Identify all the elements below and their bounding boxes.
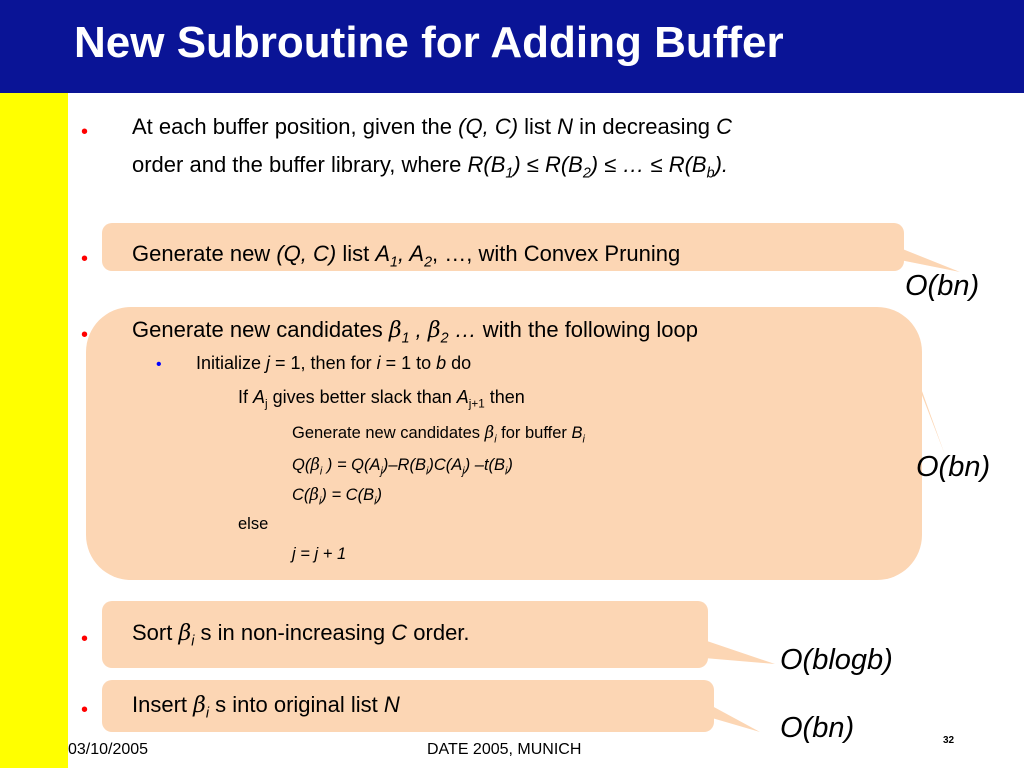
bullet-5: Insert $\beta_i$ s into original list N: [132, 692, 400, 722]
generate-line: Generate new candidates $\beta_i$ for buffer $B_i$: [292, 423, 585, 446]
bullet-1-line-1: At each buffer position, given the (Q, C) list N in decreasing C: [132, 114, 733, 139]
bullet-3: Generate new candidates $\beta_1$ , $\beta_2$ … with the following loop: [132, 317, 699, 347]
bullet-1-line-2: order and the buffer library, where $R(B_1) \le R(B_2)$ ≤ … ≤ $R(B_b)$.: [132, 152, 729, 182]
slide-title: New Subroutine for Adding Buffer: [74, 18, 784, 67]
page-number: 32: [943, 735, 955, 746]
bullet-marker: •: [81, 324, 89, 346]
bullet-marker: •: [81, 121, 89, 143]
complexity-1: O(bn): [905, 270, 980, 302]
sub-bullet-marker: •: [156, 356, 162, 373]
c-formula: $C(\beta_i) = C(B_i)$: [292, 485, 382, 508]
q-formula: $Q(\beta_i$ ) = $Q(A_j)-R(B_i)C(A_j)$ $-t(B_i)$: [292, 455, 513, 478]
callout-pointer-3: [704, 640, 775, 664]
bullet-4: Sort $\beta_i$ s in non-increasing C order.: [132, 620, 470, 650]
j-increment: j = j + 1: [292, 545, 347, 563]
if-line: If $A_j$ gives better slack than $A_{j+1}$ then: [238, 387, 525, 411]
complexity-3: O(blogb): [780, 644, 893, 676]
footer-conference: DATE 2005, MUNICH: [427, 741, 582, 758]
bullet-marker: •: [81, 248, 89, 270]
complexity-4: O(bn): [780, 712, 855, 744]
bullet-marker: •: [81, 628, 89, 650]
complexity-2: O(bn): [916, 451, 991, 483]
callout-pointer-4: [712, 706, 760, 732]
bullet-2: Generate new (Q, C) list $A_1$, $A_2$, …, with Convex Pruning: [132, 241, 681, 271]
footer-date: 03/10/2005: [68, 741, 149, 758]
bullet-marker: •: [81, 699, 89, 721]
else-line: else: [238, 515, 269, 533]
init-line: Initialize j = 1, then for i = 1 to b do: [196, 353, 472, 373]
callout-pointer-1: [900, 248, 960, 272]
